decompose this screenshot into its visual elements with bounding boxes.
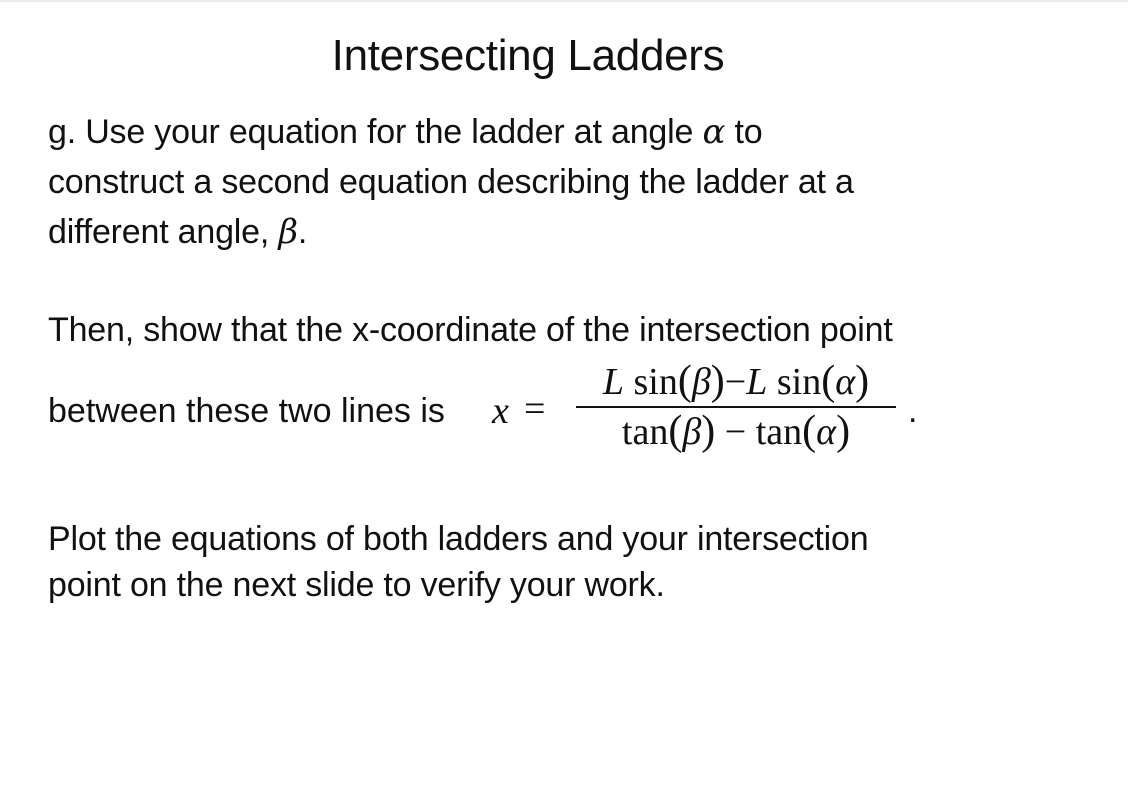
num-L2: L [746,361,768,403]
part-g-line-1-end: to [725,113,763,151]
fraction-denominator: tan(β) − tan(α) [621,408,851,454]
slide-title: Intersecting Ladders [331,31,725,80]
den-minus: − [724,411,747,453]
part-g-line-3 [48,207,854,257]
alpha-symbol: α [702,112,726,152]
den-tan1: tan [621,411,669,453]
beta-symbol: β [278,212,298,252]
num-sin1: sin [633,361,678,403]
intersection-fraction [576,358,896,456]
den-tan2: tan [755,411,803,453]
equation-variable-x: x [492,390,509,432]
num-L1: L [602,361,624,403]
show-line-1: Then, show that the x-coordinate of the intersection point [48,311,893,349]
part-g-line-2: construct a second equation describing the ladder at a [48,163,854,201]
plot-paragraph [48,516,868,608]
plot-line-2: point on the next slide to verify your work. [48,566,665,604]
num-alpha: α [835,361,856,403]
part-g-line-3-text: different angle, [48,213,279,251]
num-minus: − [724,361,747,403]
equation-period: . [908,392,918,430]
den-alpha: α [816,411,837,453]
fraction-numerator: L sin(β)−L sin(α) [602,358,870,404]
equation-equals: = [524,388,546,430]
num-beta: β [691,361,711,403]
part-g-line-1-text: g. Use your equation for the ladder at angle [48,113,703,151]
num-sin2: sin [776,361,822,403]
plot-line-1: Plot the equations of both ladders and your intersection [48,520,869,558]
equation-prefix: between these two lines is [48,392,445,430]
part-g-paragraph [48,107,854,257]
part-g-line-1 [48,107,854,157]
den-beta: β [682,411,702,453]
part-g-line-3-end: . [297,213,308,251]
